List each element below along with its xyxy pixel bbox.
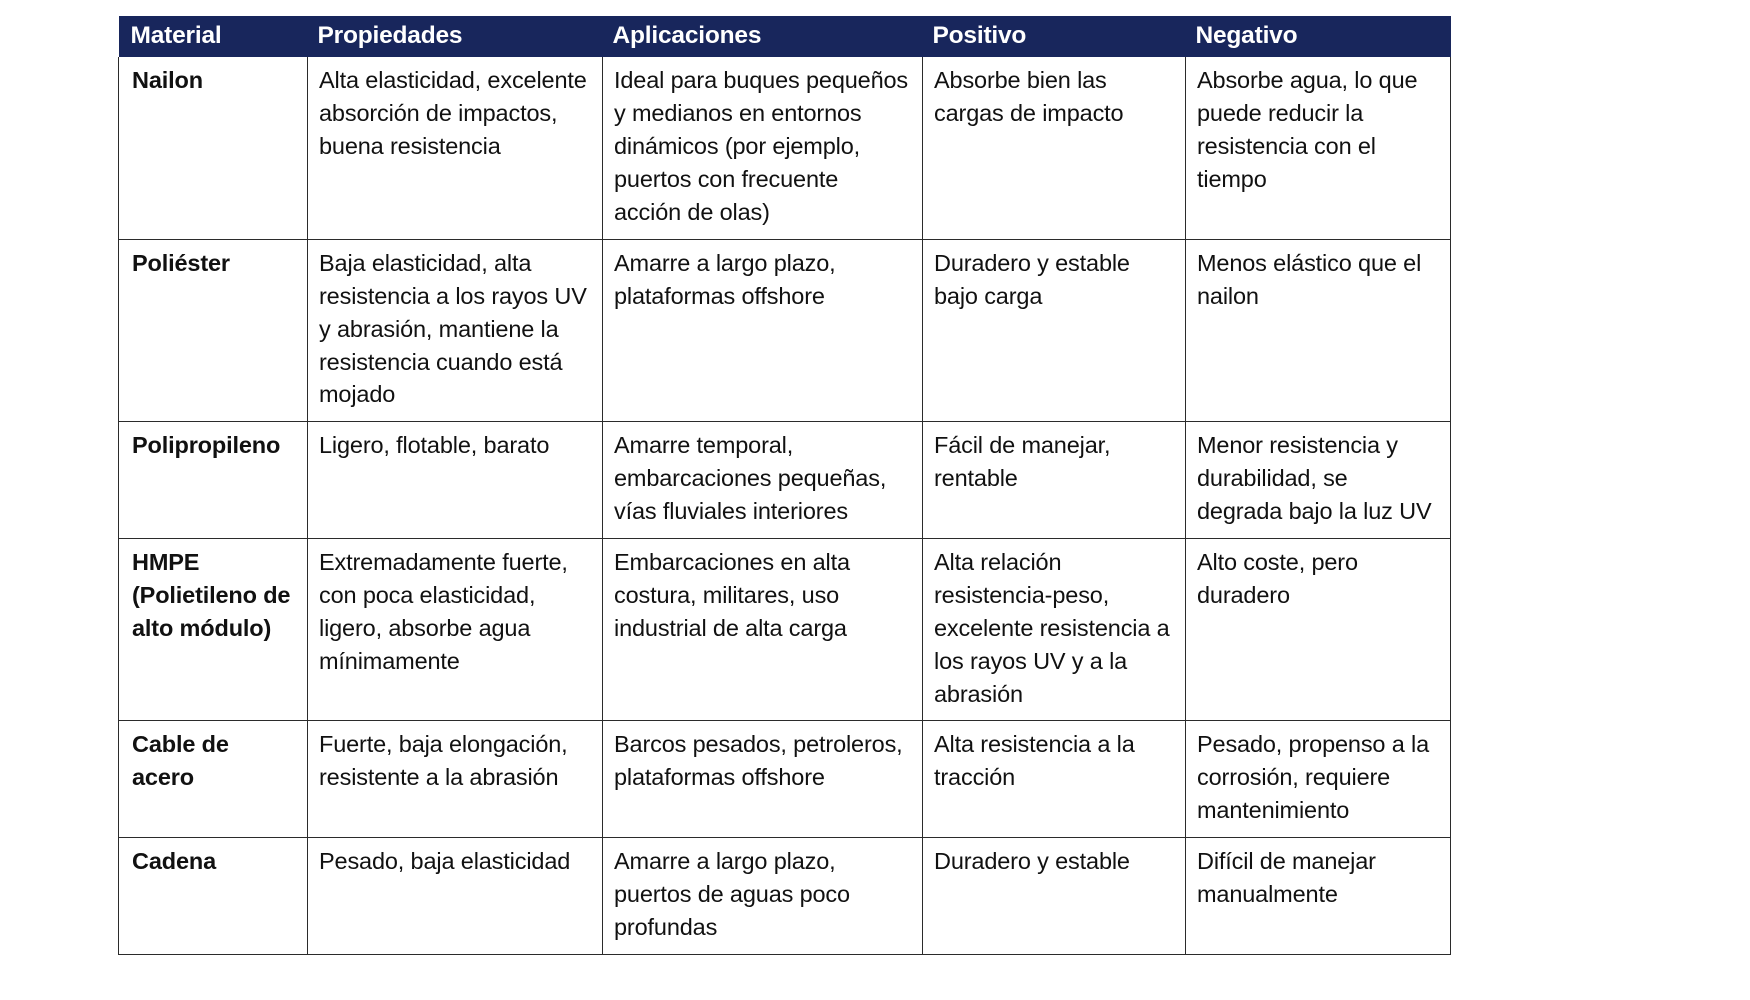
cell-aplicaciones: Amarre temporal, embarcaciones pequeñas, vías fluviales interiores bbox=[603, 422, 923, 539]
cell-aplicaciones: Amarre a largo plazo, plataformas offshore bbox=[603, 239, 923, 421]
cell-negativo: Alto coste, pero duradero bbox=[1186, 539, 1451, 721]
cell-propiedades: Alta elasticidad, excelente absorción de impactos, buena resistencia bbox=[308, 57, 603, 239]
cell-aplicaciones: Embarcaciones en alta costura, militares, uso industrial de alta carga bbox=[603, 539, 923, 721]
cell-material: HMPE (Polietileno de alto módulo) bbox=[119, 539, 308, 721]
column-header-positivo: Positivo bbox=[923, 16, 1186, 57]
cell-material: Cable de acero bbox=[119, 721, 308, 838]
table-header-row bbox=[119, 16, 1451, 57]
cell-material: Polipropileno bbox=[119, 422, 308, 539]
materials-comparison-table bbox=[118, 16, 1451, 955]
table-row bbox=[119, 721, 1451, 838]
cell-positivo: Duradero y estable bajo carga bbox=[923, 239, 1186, 421]
cell-negativo: Menor resistencia y durabilidad, se degrada bajo la luz UV bbox=[1186, 422, 1451, 539]
cell-propiedades: Pesado, baja elasticidad bbox=[308, 838, 603, 955]
cell-negativo: Absorbe agua, lo que puede reducir la resistencia con el tiempo bbox=[1186, 57, 1451, 239]
cell-aplicaciones: Ideal para buques pequeños y medianos en entornos dinámicos (por ejemplo, puertos con frecuente acción de olas) bbox=[603, 57, 923, 239]
table-body bbox=[119, 57, 1451, 954]
table-row bbox=[119, 57, 1451, 239]
cell-aplicaciones: Amarre a largo plazo, puertos de aguas poco profundas bbox=[603, 838, 923, 955]
cell-material: Poliéster bbox=[119, 239, 308, 421]
cell-propiedades: Extremadamente fuerte, con poca elasticidad, ligero, absorbe agua mínimamente bbox=[308, 539, 603, 721]
cell-material: Nailon bbox=[119, 57, 308, 239]
column-header-material: Material bbox=[119, 16, 308, 57]
cell-positivo: Alta relación resistencia-peso, excelente resistencia a los rayos UV y a la abrasión bbox=[923, 539, 1186, 721]
cell-propiedades: Fuerte, baja elongación, resistente a la abrasión bbox=[308, 721, 603, 838]
table-row bbox=[119, 838, 1451, 955]
cell-positivo: Duradero y estable bbox=[923, 838, 1186, 955]
cell-negativo: Difícil de manejar manualmente bbox=[1186, 838, 1451, 955]
table-row bbox=[119, 422, 1451, 539]
column-header-propiedades: Propiedades bbox=[308, 16, 603, 57]
cell-negativo: Menos elástico que el nailon bbox=[1186, 239, 1451, 421]
cell-aplicaciones: Barcos pesados, petroleros, plataformas offshore bbox=[603, 721, 923, 838]
cell-positivo: Alta resistencia a la tracción bbox=[923, 721, 1186, 838]
column-header-negativo: Negativo bbox=[1186, 16, 1451, 57]
cell-negativo: Pesado, propenso a la corrosión, requiere mantenimiento bbox=[1186, 721, 1451, 838]
materials-table-container bbox=[118, 16, 1450, 955]
cell-positivo: Absorbe bien las cargas de impacto bbox=[923, 57, 1186, 239]
cell-propiedades: Baja elasticidad, alta resistencia a los rayos UV y abrasión, mantiene la resistencia cuando está mojado bbox=[308, 239, 603, 421]
column-header-aplicaciones: Aplicaciones bbox=[603, 16, 923, 57]
cell-material: Cadena bbox=[119, 838, 308, 955]
table-header bbox=[119, 16, 1451, 57]
table-row bbox=[119, 239, 1451, 421]
cell-positivo: Fácil de manejar, rentable bbox=[923, 422, 1186, 539]
table-row bbox=[119, 539, 1451, 721]
cell-propiedades: Ligero, flotable, barato bbox=[308, 422, 603, 539]
